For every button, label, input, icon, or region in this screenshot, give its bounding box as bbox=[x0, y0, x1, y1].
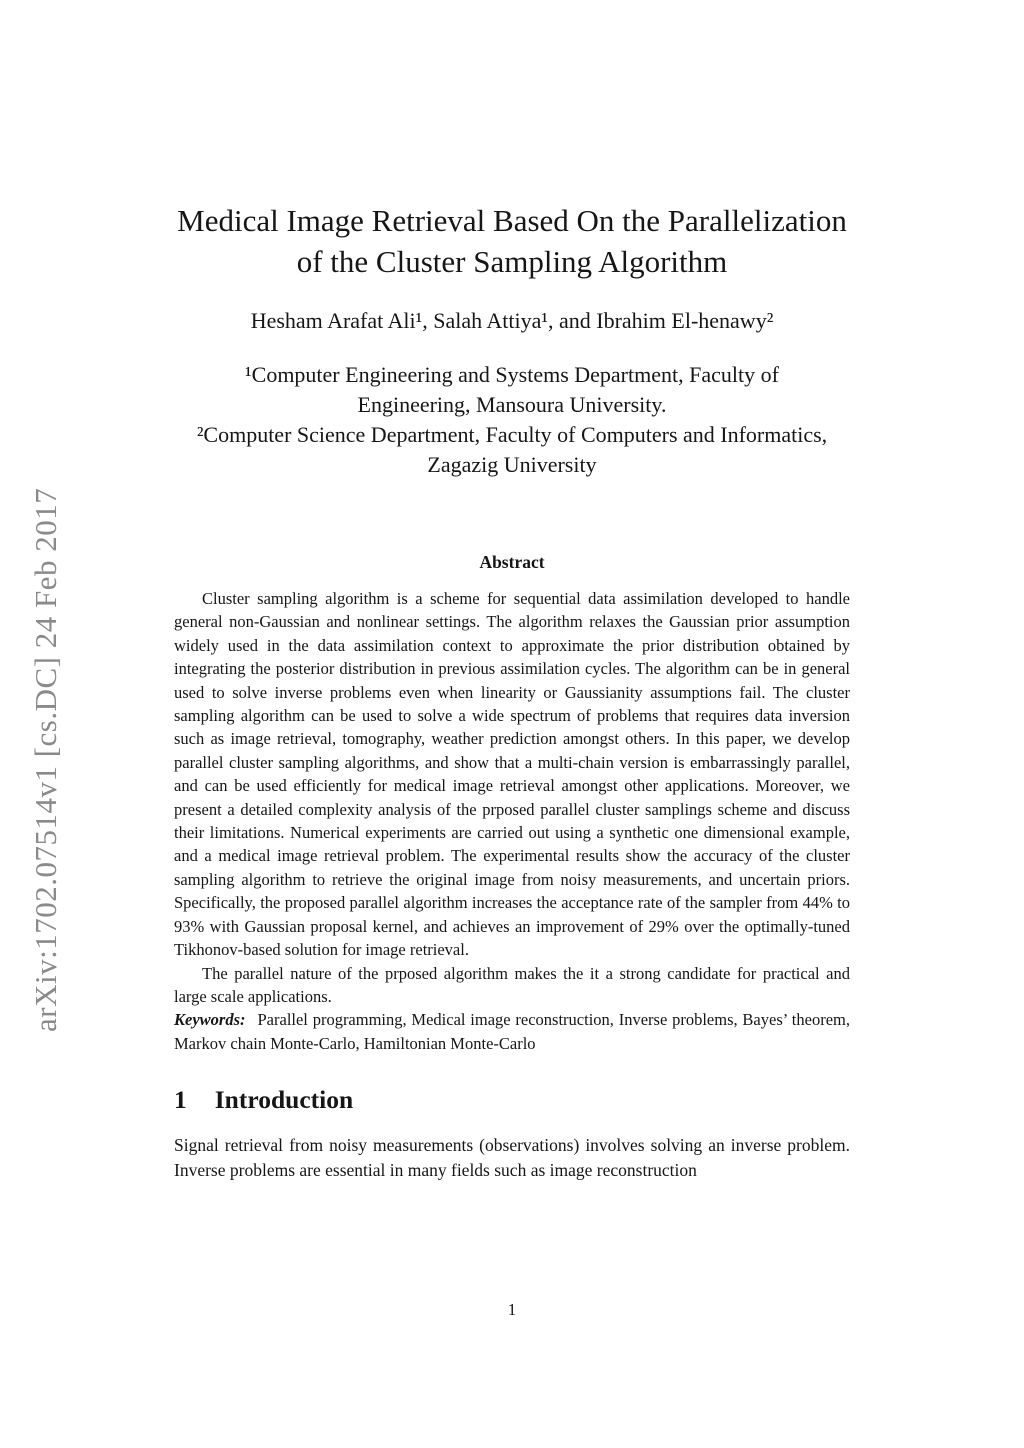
affiliation-line: ¹Computer Engineering and Systems Department, Faculty of bbox=[245, 362, 779, 387]
paper-head bbox=[0, 0, 1024, 480]
abstract-heading: Abstract bbox=[479, 552, 545, 572]
paper-title-line1: Medical Image Retrieval Based On the Parallelization bbox=[177, 203, 847, 238]
affiliations-block bbox=[0, 360, 1024, 480]
section-title: Introduction bbox=[214, 1085, 354, 1115]
paper-title bbox=[0, 200, 1024, 282]
section-number: 1 bbox=[174, 1085, 187, 1115]
paper-title-line2: of the Cluster Sampling Algorithm bbox=[296, 244, 728, 279]
abstract-paragraph-1: Cluster sampling algorithm is a scheme for sequential data assimilation developed to handle general non-Gaussian and nonlinear settings. The algorithm relaxes the Gaussian prior assumption widely used in the data assimilation context to approximate the prior distribution obtained by integrating the posterior distribution in previous assimilation cycles. The algorithm can be in general used to solve inverse problems even when linearity or Gaussianity assumptions fail. The cluster sampling algorithm can be used to solve a wide spectrum of problems that requires data inversion such as image retrieval, tomography, weather prediction amongst others. In this paper, we develop parallel cluster sampling algorithms, and show that a multi-chain version is embarrassingly parallel, and can be used efficiently for medical image retrieval amongst other applications. Moreover, we present a detailed complexity analysis of the prposed parallel cluster samplings scheme and discuss their limitations. Numerical experiments are carried out using a synthetic one dimensional example, and a medical image retrieval problem. The experimental results show the accuracy of the cluster sampling algorithm to retrieve the original image from noisy measurements, and uncertain priors. Specifically, the proposed parallel algorithm increases the acceptance rate of the sampler from 44% to 93% with Gaussian proposal kernel, and achieves an improvement of 29% over the optimally-tuned Tikhonov-based solution for image retrieval. bbox=[174, 589, 850, 960]
affiliation-line: Zagazig University bbox=[427, 452, 597, 477]
keywords-label: Keywords: bbox=[174, 1010, 246, 1030]
section-heading-introduction bbox=[174, 1085, 850, 1115]
authors-line: Hesham Arafat Ali¹, Salah Attiya¹, and Ibrahim El-henawy² bbox=[250, 308, 774, 333]
affiliation-line: Engineering, Mansoura University. bbox=[357, 392, 667, 417]
abstract-paragraph-2: The parallel nature of the prposed algorithm makes the it a strong candidate for practical and large scale applications. bbox=[174, 963, 850, 1006]
affiliation-line: ²Computer Science Department, Faculty of Computers and Informatics, bbox=[196, 422, 828, 447]
arxiv-watermark: arXiv:1702.07514v1 [cs.DC] 24 Feb 2017 bbox=[28, 487, 63, 1032]
page-number: 1 bbox=[507, 1300, 517, 1319]
introduction-paragraph: Signal retrieval from noisy measurements (observations) involves solving an inverse problem. Inverse problems are essential in many fields such as image reconstruction bbox=[174, 1135, 850, 1181]
keywords-text: Parallel programming, Medical image reconstruction, Inverse problems, Bayes’ theorem, Markov chain Monte-Carlo, Hamiltonian Monte-Carlo bbox=[174, 1010, 850, 1053]
keywords-line bbox=[174, 1008, 850, 1055]
abstract-section bbox=[174, 552, 850, 1055]
